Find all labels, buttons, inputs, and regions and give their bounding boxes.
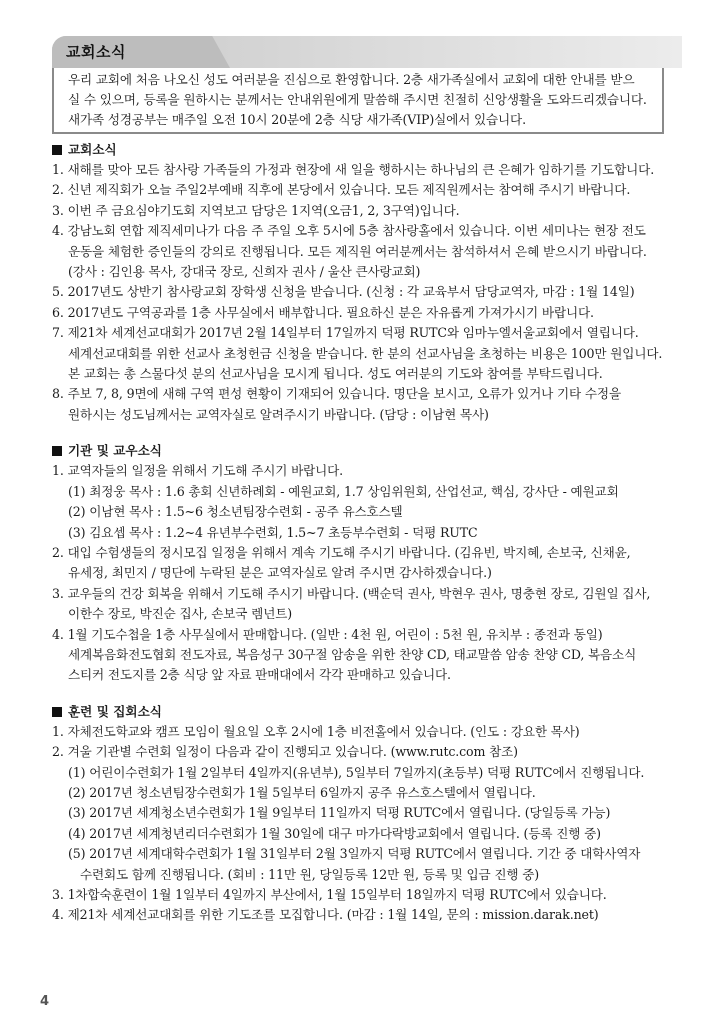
section-spacer [52, 425, 682, 441]
welcome-line: 새가족 성경공부는 매주일 오전 10시 20분에 2층 식당 새가족(VIP)실에서 있습니다. [68, 112, 526, 127]
news-item-line: (3) 2017년 세계청소년수련회가 1월 9일부터 11일까지 덕평 RUTC에서 열립니다. (당일등록 가능) [68, 805, 611, 821]
news-item-line: (1) 어린이수련회가 1월 2일부터 4일까지(유년부), 5일부터 7일까지(초등부) 덕평 RUTC에서 진행됩니다. [68, 764, 645, 780]
news-item-line: 5. 2017년도 상반기 참사랑교회 장학생 신청을 받습니다. (신청 : 각 교육부서 담당교역자, 마감 : 1월 14일) [52, 284, 635, 300]
news-item-line: 수련회도 함께 진행됩니다. (회비 : 11만 원, 당일등록 12만 원, 등록 및 입금 진행 중) [80, 866, 540, 882]
news-section [52, 702, 682, 926]
page-number: 4 [40, 994, 50, 1009]
section-heading [52, 702, 682, 722]
news-item-line: 3. 1차합숙훈련이 1월 1일부터 4일까지 부산에서, 1월 15일부터 18일까지 덕평 RUTC에서 있습니다. [52, 887, 607, 902]
news-item-line: (4) 2017년 세계청년리더수련회가 1월 30일에 대구 마가다락방교회에서 열립니다. (등록 진행 중) [68, 825, 601, 841]
news-item-line: (2) 2017년 청소년팀장수련회가 1월 5일부터 6일까지 공주 유스호스텔에서 열립니다. [68, 784, 536, 800]
news-item-line: 3. 교우들의 건강 회복을 위해서 기도해 주시기 바랍니다. (백순덕 권사, 박현우 권사, 명충현 장로, 김원일 집사, [52, 585, 651, 601]
page-title: 교회소식 [66, 43, 126, 61]
section-title: 교회소식 [68, 142, 117, 157]
news-item-line: 2. 신년 제직회가 오늘 주일2부예배 직후에 본당에서 있습니다. 모든 제직원께서는 참여해 주시기 바랍니다. [52, 182, 631, 198]
news-item-line: (5) 2017년 세계대학수련회가 1월 31일부터 2월 3일까지 덕평 RUTC에서 열립니다. 기간 중 대학사역자 [68, 846, 641, 862]
square-bullet-icon [52, 145, 62, 155]
square-bullet-icon [52, 707, 62, 717]
news-item-line: 4. 제21차 세계선교대회를 위한 기도조를 모집합니다. (마감 : 1월 14일, 문의 : mission.darak.net) [52, 907, 599, 923]
welcome-line: 실 수 있으며, 등록을 원하시는 분께서는 안내위원에게 말씀해 주시면 친절히 신앙생활을 도와드리겠습니다. [68, 92, 647, 107]
news-item-line: 운동을 체험한 증인들의 강의로 진행됩니다. 모든 제직원 여러분께서는 참석하셔서 은혜 받으시기 바랍니다. [68, 243, 647, 259]
news-item-line: 원하시는 성도님께서는 교역자실로 알려주시기 바랍니다. (담당 : 이남현 목사) [68, 406, 489, 422]
news-item-line: 세계선교대회를 위한 선교사 초청헌금 신청을 받습니다. 한 분의 선교사님을 초청하는 비용은 100만 원입니다. [68, 345, 663, 361]
welcome-box [52, 68, 664, 134]
news-section [52, 441, 682, 685]
news-item-line: 3. 이번 주 금요심야기도회 지역보고 담당은 1지역(오금1, 2, 3구역)입니다. [52, 202, 460, 218]
section-heading [52, 140, 682, 160]
news-item-line: 6. 2017년도 구역공과를 1층 사무실에서 배부합니다. 필요하신 분은 자유롭게 가져가시기 바랍니다. [52, 304, 594, 320]
welcome-line: 우리 교회에 처음 나오신 성도 여러분을 진심으로 환영합니다. 2층 새가족실에서 교회에 대한 안내를 받으 [68, 72, 635, 87]
news-item-line: 유세정, 최민지 / 명단에 누락된 분은 교역자실로 알려 주시면 감사하겠습니다.) [68, 565, 492, 581]
news-item-line: 1. 자체전도학교와 캠프 모임이 월요일 오후 2시에 1층 비전홀에서 있습니다. (인도 : 강요한 목사) [52, 723, 580, 739]
news-item-line: 2. 대입 수험생들의 정시모집 일정을 위해서 계속 기도해 주시기 바랍니다. (김유빈, 박지혜, 손보국, 신채윤, [52, 544, 631, 560]
section-heading [52, 441, 682, 461]
square-bullet-icon [52, 446, 62, 456]
news-item-line: 2. 겨울 기관별 수련회 일정이 다음과 같이 진행되고 있습니다. (www.rutc.com 참조) [52, 744, 518, 760]
news-item-line: 4. 강남노회 연합 제직세미나가 다음 주 주일 오후 5시에 5층 참사랑홀에서 있습니다. 이번 세미나는 현장 전도 [52, 223, 646, 239]
news-item-line: (강사 : 김인용 목사, 강대국 장로, 신희자 권사 / 울산 큰사랑교회) [68, 264, 421, 280]
news-item-line: 1. 교역자들의 일정을 위해서 기도해 주시기 바랍니다. [52, 463, 344, 479]
section-title: 기관 및 교우소식 [68, 443, 162, 459]
news-item-line: (1) 최정웅 목사 : 1.6 총회 신년하례회 - 예원교회, 1.7 상임위원회, 산업선교, 핵심, 강사단 - 예원교회 [68, 483, 619, 499]
news-item-line: 7. 제21차 세계선교대회가 2017년 2월 14일부터 17일까지 덕평 RUTC와 임마누엘서울교회에서 열립니다. [52, 325, 639, 341]
news-content [52, 140, 682, 926]
news-item-line: 세계복음화전도협회 전도자료, 복음성구 30구절 암송을 위한 찬양 CD, 태교말씀 암송 찬양 CD, 복음소식 [68, 646, 637, 662]
news-item-line: (2) 이남현 목사 : 1.5~6 청소년팀장수련회 - 공주 유스호스텔 [68, 504, 403, 520]
news-item-line: 1. 새해를 맞아 모든 참사랑 가족들의 가정과 현장에 새 일을 행하시는 하나님의 큰 은혜가 임하기를 기도합니다. [52, 162, 655, 177]
section-title: 훈련 및 집회소식 [68, 703, 162, 719]
news-section [52, 140, 682, 425]
news-item-line: 스티커 전도지를 2층 식당 앞 자료 판매대에서 각각 판매하고 있습니다. [68, 667, 451, 683]
news-item-line: 본 교회는 총 스물다섯 분의 선교사님을 모시게 됩니다. 성도 여러분의 기도와 참여를 부탁드립니다. [68, 366, 603, 382]
section-spacer [52, 686, 682, 702]
news-item-line: (3) 김요셉 목사 : 1.2~4 유년부수련회, 1.5~7 초등부수련회 - 덕평 RUTC [68, 524, 478, 540]
news-item-line: 4. 1월 기도수첩을 1층 사무실에서 판매합니다. (일반 : 4천 원, 어린이 : 5천 원, 유치부 : 종전과 동일) [52, 626, 603, 642]
news-item-line: 8. 주보 7, 8, 9면에 새해 구역 편성 현황이 기재되어 있습니다. 명단을 보시고, 오류가 있거나 기타 수정을 [52, 386, 621, 402]
news-item-line: 이한수 장로, 박진순 집사, 손보국 렘넌트) [68, 606, 292, 622]
